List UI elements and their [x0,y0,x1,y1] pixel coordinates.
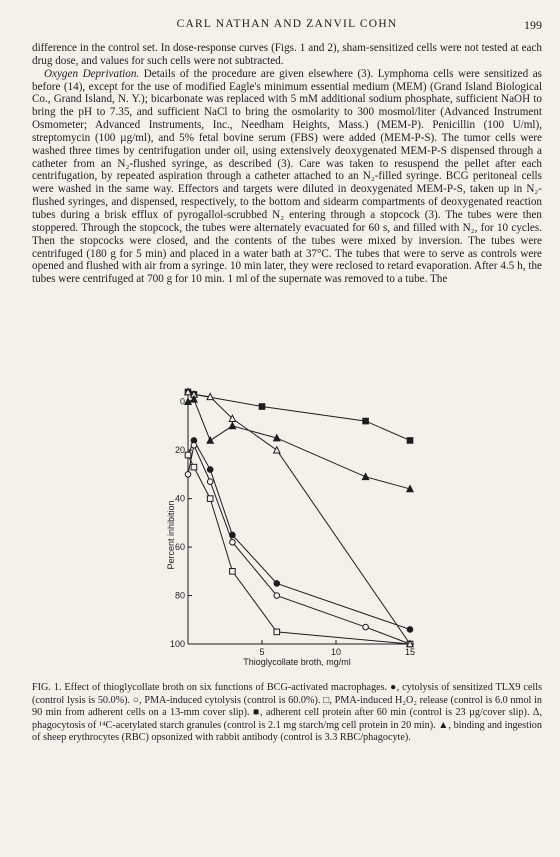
data-point-open-circle [207,479,213,485]
x-tick-label: 10 [330,647,342,657]
figure-1-chart [160,380,430,670]
data-point-filled-circle [207,467,213,473]
x-axis-label: Thioglycollate broth, mg/ml [243,657,351,667]
y-tick-label: 40 [174,493,185,504]
data-point-filled-triangle [362,473,368,479]
y-axis-label: Percent inhibition [166,500,176,570]
page-header [32,18,542,34]
x-tick-label: 15 [404,647,416,657]
data-point-open-square [230,569,236,575]
figure-caption: FIG. 1. Effect of thioglycollate broth on six functions of BCG-activated macrophages. ●, cytolysis of sensitized TLX9 cells (control lysis is 50.0%). ○, PMA-induced cytolysis (control is 60.0%). □, PMA-induced H₂O₂ release (control is 6.0 nmol in 90 min from adherent cells on a 13-mm cover slip). ■, adherent cell protein after 60 min (control is 23 µg/cover slip). Δ, phagocytosis of ¹⁴C-acetylated starch granules (control is 2.1 mg starch/mg cell protein in 20 min). ▲, binding and ingestion of sheep erythrocytes (RBC) opsonized with rabbit antibody (control is 3.3 RBC/phagocyte). [32,682,542,744]
figure-1 [160,380,430,670]
series-line-open-triangle [188,392,410,644]
data-point-open-circle [185,472,191,478]
running-head: CARL NATHAN AND ZANVIL COHN [176,18,398,30]
data-point-filled-triangle [207,437,213,443]
data-point-open-square [191,464,197,470]
data-point-open-circle [191,443,197,449]
series-line-open-circle [188,445,410,644]
data-point-open-circle [274,593,280,599]
y-tick-label: 100 [169,639,185,649]
paragraph-2 [32,68,542,286]
page-number: 199 [524,18,542,32]
series-line-open-square [188,455,410,644]
data-point-open-triangle [274,447,280,453]
paragraph-1: difference in the control set. In dose-response curves (Figs. 1 and 2), sham-sensitized cells were not tested at each drug dose, and values for such cells were not subtracted. [32,42,542,67]
body-text [32,42,542,286]
data-point-filled-triangle [229,423,235,429]
data-point-filled-square [259,404,265,410]
data-point-filled-circle [407,627,413,633]
section-runin-heading: Oxygen Deprivation. [44,67,140,80]
y-tick-label: 60 [174,542,185,553]
data-point-filled-square [363,418,369,424]
x-tick-label: 5 [259,647,265,657]
series-line-filled-triangle [188,399,410,489]
y-tick-label: 20 [174,445,185,456]
data-point-open-square [207,496,213,502]
data-point-open-square [274,629,280,635]
data-point-filled-square [407,438,413,444]
y-tick-label: 80 [174,590,185,601]
data-point-open-circle [363,624,369,630]
data-point-open-circle [230,539,236,545]
paragraph-2-text: Details of the procedure are given elsewhere (3). Lymphoma cells were sensitized as before (14), except for the use of modified Eagle's minimum essential medium (MEM) (Grand Island Biological Co., Grand Island, N. Y.); bicarbonate was replaced with 5 mM additional sodium phosphate, sufficient NaOH to bring the pH to 7.35, and sufficient NaCl to bring the osmolarity to 300 mosmol/liter (Advanced Instrument Osmometer; Advanced Instruments, Inc., Needham Heights, Mass.) (MEM-P). Penicillin (100 U/ml), streptomycin (100 µg/ml), and 5% fetal bovine serum (FBS) were added (MEM-P-S). The tumor cells were washed three times by centrifugation under oil, using extensively deoxygenated MEM-P-S dispensed through a catheter from an N₂-flushed syringe, as described (3). Care was taken to resuspend the pellet after each centrifugation, by repeated aspiration through a catheter attached to an N₂-filled syringe. BCG peritoneal cells were washed in the same way. Effectors and targets were diluted in deoxygenated MEM-P-S, taken up in N₂-flushed syringes, and dispensed, respectively, to the bottom and sidearm compartments of deoxygenated reaction tubes during a brisk efflux of pyrogallol-scrubbed N₂ entering through a stopcock (3). The tubes were then stoppered. Through the stopcock, the tubes were alternately evacuated for 60 s, and filled with N₂, for 10 cycles. Then the stopcocks were closed, and the contents of the tubes were mixed by inversion. The tubes were centrifuged (180 g for 5 min) and placed in a water bath at 37°C. The tubes that were to serve as controls were opened and flushed with air from a syringe. 10 min later, they were reclosed to retard evaporation. After 4.5 h, the tubes were centrifuged at 700 g for 10 min. 1 ml of the supernate was removed to a tube. The [32,67,542,286]
data-point-filled-circle [274,581,280,587]
y-tick-label: 0 [179,396,185,407]
data-point-open-square [185,452,191,458]
